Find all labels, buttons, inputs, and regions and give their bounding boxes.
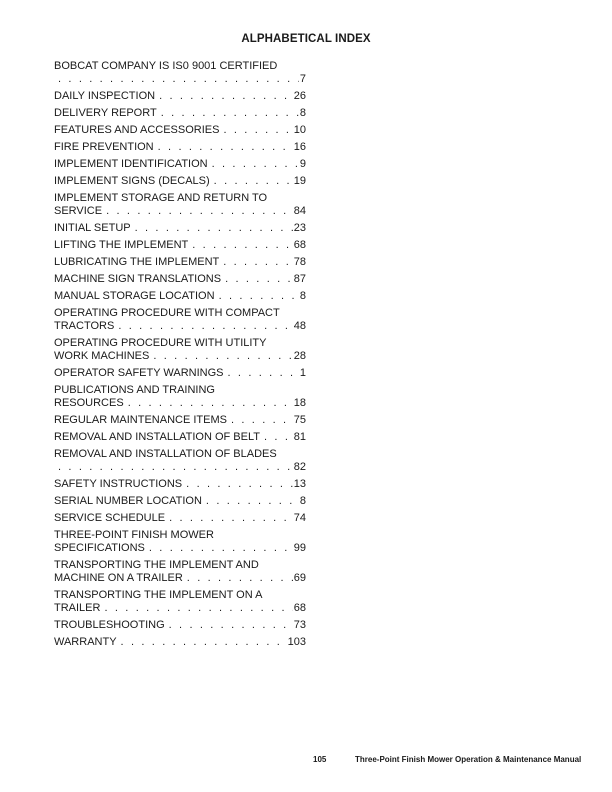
index-entry — [54, 290, 306, 303]
index-entry — [54, 495, 306, 508]
index-entry-page-number: 10 — [293, 124, 306, 136]
index-entry — [54, 367, 306, 380]
dot-leader — [158, 141, 293, 154]
index-entry-page-number: 68 — [293, 602, 306, 614]
index-entry-label: IMPLEMENT SIGNS (DECALS) — [54, 175, 210, 187]
index-entry-title: THREE-POINT FINISH MOWER — [54, 529, 214, 541]
index-entry-title: OPERATING PROCEDURE WITH COMPACT — [54, 307, 280, 319]
dot-leader — [159, 90, 293, 103]
index-entry-title: PUBLICATIONS AND TRAINING — [54, 384, 215, 396]
index-entry-title: OPERATING PROCEDURE WITH UTILITY — [54, 337, 267, 349]
index-list — [54, 60, 306, 653]
dot-leader — [212, 158, 299, 171]
index-entry — [54, 175, 306, 188]
dot-leader — [228, 367, 299, 380]
dot-leader — [187, 572, 293, 585]
index-entry-page-number: 78 — [293, 256, 306, 268]
index-entry — [54, 273, 306, 286]
dot-leader — [169, 619, 293, 632]
dot-leader — [106, 205, 293, 218]
dot-leader — [58, 461, 293, 474]
index-entry-line — [54, 431, 306, 444]
dot-leader — [206, 495, 299, 508]
index-entry — [54, 414, 306, 427]
index-entry-line — [54, 90, 306, 103]
index-entry-label: SERIAL NUMBER LOCATION — [54, 495, 202, 507]
index-entry — [54, 60, 306, 86]
index-entry-line — [54, 478, 306, 491]
index-entry — [54, 158, 306, 171]
index-entry-line — [54, 619, 306, 632]
index-entry — [54, 192, 306, 218]
index-entry — [54, 222, 306, 235]
index-entry-line — [54, 239, 306, 252]
index-entry — [54, 384, 306, 410]
index-entry — [54, 619, 306, 632]
index-entry — [54, 636, 306, 649]
index-entry-line — [54, 602, 306, 615]
index-entry-label: LUBRICATING THE IMPLEMENT — [54, 256, 220, 268]
index-entry — [54, 337, 306, 363]
dot-leader — [153, 350, 292, 363]
dot-leader — [58, 73, 299, 86]
footer-manual-title: Three-Point Finish Mower Operation & Maintenance Manual — [355, 755, 582, 764]
index-entry-label: FIRE PREVENTION — [54, 141, 154, 153]
index-entry-page-number: 48 — [293, 320, 306, 332]
index-entry-label: SAFETY INSTRUCTIONS — [54, 478, 183, 490]
dot-leader — [121, 636, 287, 649]
index-entry-page-number: 74 — [293, 512, 306, 524]
index-entry-label: MANUAL STORAGE LOCATION — [54, 290, 215, 302]
index-entry-line — [54, 205, 306, 218]
index-entry-page-number: 9 — [299, 158, 306, 170]
index-entry-label: IMPLEMENT IDENTIFICATION — [54, 158, 208, 170]
index-entry-label: TRAILER — [54, 602, 101, 614]
index-entry-line — [54, 256, 306, 269]
dot-leader — [264, 431, 293, 444]
index-entry-line — [54, 397, 306, 410]
index-entry-line — [54, 290, 306, 303]
index-entry-page-number: 28 — [293, 350, 306, 362]
index-entry-label: REMOVAL AND INSTALLATION OF BELT — [54, 431, 260, 443]
index-entry-page-number: 84 — [293, 205, 306, 217]
index-entry-label: MACHINE ON A TRAILER — [54, 572, 183, 584]
index-entry-page-number: 7 — [299, 73, 306, 85]
dot-leader — [135, 222, 293, 235]
index-entry-line — [54, 572, 306, 585]
index-entry-line — [54, 107, 306, 120]
index-entry-line — [54, 461, 306, 474]
index-entry-label: DAILY INSPECTION — [54, 90, 156, 102]
index-entry-page-number: 81 — [293, 431, 306, 443]
index-entry-line — [54, 414, 306, 427]
index-entry-title: TRANSPORTING THE IMPLEMENT AND — [54, 559, 259, 571]
index-entry-page-number: 8 — [299, 290, 306, 302]
index-entry-line — [54, 158, 306, 171]
index-entry-line — [54, 367, 306, 380]
dot-leader — [169, 512, 293, 525]
dot-leader — [192, 239, 292, 252]
dot-leader — [186, 478, 293, 491]
index-entry — [54, 529, 306, 555]
index-entry-page-number: 103 — [287, 636, 306, 648]
index-entry-line — [54, 636, 306, 649]
dot-leader — [223, 256, 293, 269]
index-entry-page-number: 16 — [293, 141, 306, 153]
index-entry-page-number: 1 — [299, 367, 306, 379]
index-entry — [54, 431, 306, 444]
dot-leader — [225, 273, 293, 286]
index-entry — [54, 478, 306, 491]
index-entry-page-number: 18 — [293, 397, 306, 409]
index-entry-page-number: 8 — [299, 107, 306, 119]
index-entry-label: SPECIFICATIONS — [54, 542, 145, 554]
dot-leader — [231, 414, 293, 427]
index-entry-line — [54, 222, 306, 235]
dot-leader — [104, 602, 292, 615]
index-entry-label: OPERATOR SAFETY WARNINGS — [54, 367, 224, 379]
index-entry-line — [54, 512, 306, 525]
index-entry-page-number: 75 — [293, 414, 306, 426]
index-entry — [54, 124, 306, 137]
index-entry — [54, 307, 306, 333]
index-entry-line — [54, 141, 306, 154]
index-entry-line — [54, 273, 306, 286]
index-entry — [54, 559, 306, 585]
index-entry-page-number: 69 — [293, 572, 306, 584]
index-entry-label: SERVICE SCHEDULE — [54, 512, 166, 524]
index-entry-label: DELIVERY REPORT — [54, 107, 157, 119]
dot-leader — [118, 320, 292, 333]
index-entry — [54, 90, 306, 103]
index-entry — [54, 448, 306, 474]
index-entry-title: TRANSPORTING THE IMPLEMENT ON A — [54, 589, 263, 601]
index-entry-line — [54, 350, 306, 363]
index-entry-page-number: 8 — [299, 495, 306, 507]
index-entry — [54, 512, 306, 525]
index-entry-label: TROUBLESHOOTING — [54, 619, 165, 631]
index-entry-page-number: 87 — [293, 273, 306, 285]
index-entry-label: MACHINE SIGN TRANSLATIONS — [54, 273, 222, 285]
index-entry-label: LIFTING THE IMPLEMENT — [54, 239, 189, 251]
index-entry-title: REMOVAL AND INSTALLATION OF BLADES — [54, 448, 277, 460]
index-entry-label: FEATURES AND ACCESSORIES — [54, 124, 220, 136]
index-entry-page-number: 68 — [293, 239, 306, 251]
index-entry-line — [54, 175, 306, 188]
index-entry-label: WORK MACHINES — [54, 350, 150, 362]
index-entry-page-number: 99 — [293, 542, 306, 554]
index-entry-label: INITIAL SETUP — [54, 222, 131, 234]
index-entry-page-number: 13 — [293, 478, 306, 490]
footer-page-number: 105 — [313, 755, 327, 764]
index-entry-label: RESOURCES — [54, 397, 124, 409]
index-entry-line — [54, 495, 306, 508]
index-entry-title: BOBCAT COMPANY IS IS0 9001 CERTIFIED — [54, 60, 278, 72]
index-entry-line — [54, 542, 306, 555]
index-entry-page-number: 23 — [293, 222, 306, 234]
index-entry-page-number: 82 — [293, 461, 306, 473]
index-entry-page-number: 26 — [293, 90, 306, 102]
index-entry — [54, 141, 306, 154]
index-entry — [54, 107, 306, 120]
dot-leader — [149, 542, 293, 555]
page-title: ALPHABETICAL INDEX — [241, 33, 371, 45]
index-entry — [54, 589, 306, 615]
index-entry — [54, 256, 306, 269]
dot-leader — [219, 290, 299, 303]
index-entry-line — [54, 124, 306, 137]
dot-leader — [161, 107, 299, 120]
index-entry-label: REGULAR MAINTENANCE ITEMS — [54, 414, 227, 426]
dot-leader — [223, 124, 292, 137]
index-entry — [54, 239, 306, 252]
dot-leader — [214, 175, 293, 188]
index-entry-label: TRACTORS — [54, 320, 115, 332]
index-entry-label: WARRANTY — [54, 636, 117, 648]
index-entry-line — [54, 320, 306, 333]
dot-leader — [128, 397, 293, 410]
index-entry-page-number: 19 — [293, 175, 306, 187]
index-entry-title: IMPLEMENT STORAGE AND RETURN TO — [54, 192, 268, 204]
index-entry-page-number: 73 — [293, 619, 306, 631]
index-entry-line — [54, 73, 306, 86]
index-entry-label: SERVICE — [54, 205, 103, 217]
